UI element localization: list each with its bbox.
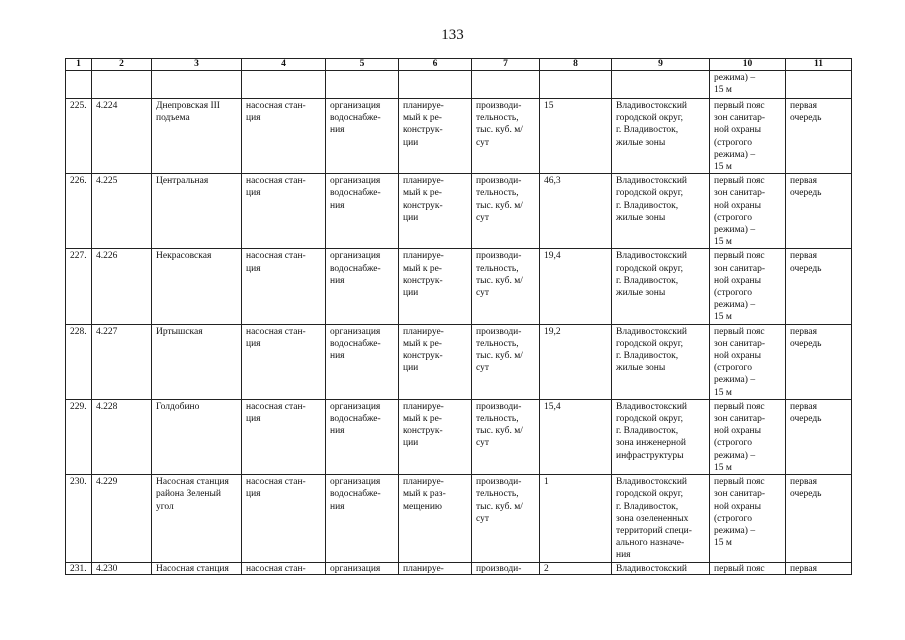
table-cell: первая очередь: [786, 324, 852, 399]
table-cell: планируе- мый к раз- мещению: [399, 475, 472, 562]
table-cell: организация водоснабже- ния: [326, 399, 399, 474]
table-cell: Владивостокский городской округ, г. Владивосток, жилые зоны: [612, 99, 710, 174]
table-cell: Днепровская III подъема: [152, 99, 242, 174]
table-cell: насосная стан- ция: [242, 249, 326, 324]
table-cell: Некрасовская: [152, 249, 242, 324]
table-cell: [472, 71, 540, 99]
table-cell: производи-: [472, 562, 540, 574]
table-cell: [612, 71, 710, 99]
column-header: 3: [152, 59, 242, 71]
table-cell: 4.228: [92, 399, 152, 474]
table-cell: Владивостокский городской округ, г. Владивосток, зона озелененных территорий специ- ального назначе- ния: [612, 475, 710, 562]
table-cell: организация водоснабже- ния: [326, 324, 399, 399]
table-cell: организация водоснабже- ния: [326, 249, 399, 324]
table-cell: 2: [540, 562, 612, 574]
table-cell: Владивостокский: [612, 562, 710, 574]
table-cell: Центральная: [152, 174, 242, 249]
column-header: 5: [326, 59, 399, 71]
table-cell: Владивостокский городской округ, г. Владивосток, жилые зоны: [612, 324, 710, 399]
table-row: [66, 475, 852, 562]
table-cell: [399, 71, 472, 99]
table-cell: первая очередь: [786, 249, 852, 324]
table-cell: 4.224: [92, 99, 152, 174]
table-cell: [152, 71, 242, 99]
table-cell: насосная стан- ция: [242, 399, 326, 474]
table-cell: Иртышская: [152, 324, 242, 399]
table-cell: 1: [540, 475, 612, 562]
column-header: 2: [92, 59, 152, 71]
row-number: 227.: [66, 249, 92, 324]
table-cell: первый пояс зон санитар- ной охраны (строгого режима) – 15 м: [710, 99, 786, 174]
table-cell: первый пояс зон санитар- ной охраны (строгого режима) – 15 м: [710, 475, 786, 562]
table-cell: планируе- мый к ре- конструк- ции: [399, 399, 472, 474]
page-number: 133: [441, 27, 464, 43]
column-header: 4: [242, 59, 326, 71]
column-header: 11: [786, 59, 852, 71]
table-cell: 4.229: [92, 475, 152, 562]
table-cell: Насосная станция: [152, 562, 242, 574]
table-cell: первый пояс зон санитар- ной охраны (строгого режима) – 15 м: [710, 324, 786, 399]
table-cell: первая очередь: [786, 174, 852, 249]
facilities-table: [65, 58, 852, 575]
table-cell: первая очередь: [786, 399, 852, 474]
table-row: [66, 562, 852, 574]
table-cell: планируе- мый к ре- конструк- ции: [399, 324, 472, 399]
table-cell: производи- тельность, тыс. куб. м/ сут: [472, 324, 540, 399]
table-cell: [242, 71, 326, 99]
table-cell: [92, 71, 152, 99]
table-cell: планируе- мый к ре- конструк- ции: [399, 249, 472, 324]
table-cell: 4.230: [92, 562, 152, 574]
table-cell: 46,3: [540, 174, 612, 249]
table-cell: 4.225: [92, 174, 152, 249]
table-row: [66, 324, 852, 399]
table-row: [66, 249, 852, 324]
table-cell: Голдобино: [152, 399, 242, 474]
table-cell: Владивостокский городской округ, г. Владивосток, жилые зоны: [612, 174, 710, 249]
column-header: 8: [540, 59, 612, 71]
table-cell: насосная стан- ция: [242, 475, 326, 562]
table-cell: [786, 71, 852, 99]
table-cell: [66, 71, 92, 99]
column-header: 7: [472, 59, 540, 71]
table-cell: первая очередь: [786, 99, 852, 174]
column-header: 1: [66, 59, 92, 71]
table-cell: производи- тельность, тыс. куб. м/ сут: [472, 475, 540, 562]
table-cell: первая очередь: [786, 475, 852, 562]
continuation-row: [66, 71, 852, 99]
column-header: 9: [612, 59, 710, 71]
table-cell: производи- тельность, тыс. куб. м/ сут: [472, 399, 540, 474]
row-number: 226.: [66, 174, 92, 249]
table-row: [66, 99, 852, 174]
table-cell: [326, 71, 399, 99]
table-cell: 15: [540, 99, 612, 174]
table-cell: 15,4: [540, 399, 612, 474]
row-number: 229.: [66, 399, 92, 474]
table-cell: 4.227: [92, 324, 152, 399]
table-cell: производи- тельность, тыс. куб. м/ сут: [472, 99, 540, 174]
table-cell: насосная стан- ция: [242, 174, 326, 249]
table-cell: планируе- мый к ре- конструк- ции: [399, 174, 472, 249]
column-header: 6: [399, 59, 472, 71]
table-cell: 19,2: [540, 324, 612, 399]
table-cell: Владивостокский городской округ, г. Владивосток, зона инженерной инфраструктуры: [612, 399, 710, 474]
table-cell: насосная стан- ция: [242, 324, 326, 399]
row-number: 231.: [66, 562, 92, 574]
table-cell: 19,4: [540, 249, 612, 324]
table-cell: режима) – 15 м: [710, 71, 786, 99]
table-cell: Владивостокский городской округ, г. Владивосток, жилые зоны: [612, 249, 710, 324]
table-cell: насосная стан- ция: [242, 99, 326, 174]
table-cell: первая: [786, 562, 852, 574]
table-cell: организация водоснабже- ния: [326, 174, 399, 249]
table-cell: первый пояс зон санитар- ной охраны (строгого режима) – 15 м: [710, 249, 786, 324]
table-cell: первый пояс: [710, 562, 786, 574]
row-number: 228.: [66, 324, 92, 399]
table-cell: первый пояс зон санитар- ной охраны (строгого режима) – 15 м: [710, 399, 786, 474]
table-cell: организация водоснабже- ния: [326, 475, 399, 562]
column-header: 10: [710, 59, 786, 71]
table-cell: организация: [326, 562, 399, 574]
table-row: [66, 399, 852, 474]
table-cell: планируе- мый к ре- конструк- ции: [399, 99, 472, 174]
table-cell: [540, 71, 612, 99]
header-row: [66, 59, 852, 71]
table-cell: Насосная станция района Зеленый угол: [152, 475, 242, 562]
table-cell: 4.226: [92, 249, 152, 324]
table-row: [66, 174, 852, 249]
table-cell: организация водоснабже- ния: [326, 99, 399, 174]
table-cell: производи- тельность, тыс. куб. м/ сут: [472, 174, 540, 249]
table-cell: насосная стан-: [242, 562, 326, 574]
table-cell: производи- тельность, тыс. куб. м/ сут: [472, 249, 540, 324]
row-number: 225.: [66, 99, 92, 174]
table-cell: первый пояс зон санитар- ной охраны (строгого режима) – 15 м: [710, 174, 786, 249]
table-cell: планируе-: [399, 562, 472, 574]
row-number: 230.: [66, 475, 92, 562]
